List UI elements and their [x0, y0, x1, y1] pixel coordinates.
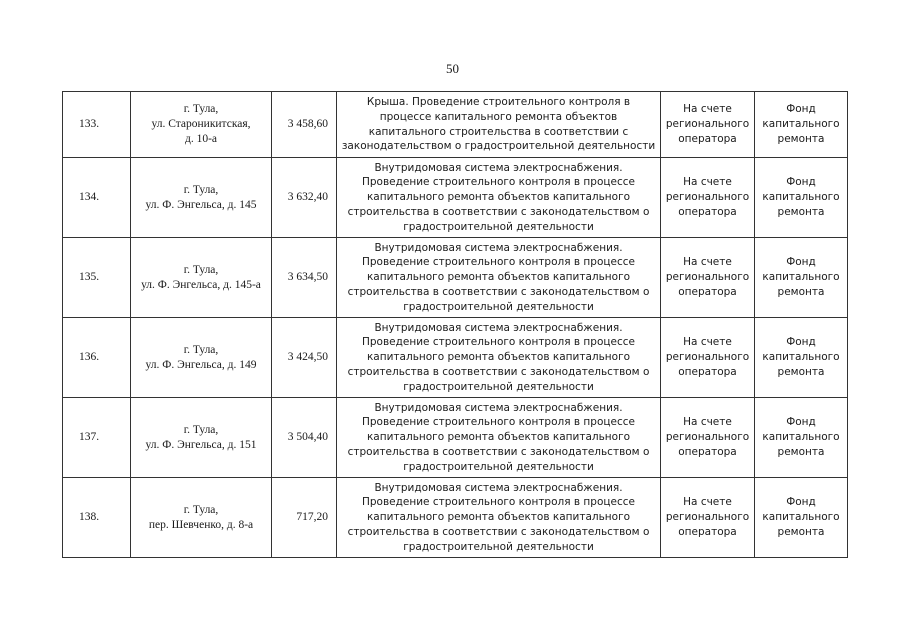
- account-cell: На счете регионального оператора: [661, 318, 755, 398]
- row-number: 136.: [63, 318, 131, 398]
- address-cell: г. Тула, ул. Ф. Энгельса, д. 145-а: [131, 238, 272, 318]
- funding-source-cell: Фонд капитального ремонта: [755, 158, 848, 238]
- row-number: 137.: [63, 398, 131, 478]
- cost-cell: 3 634,50: [272, 238, 337, 318]
- table-row: [63, 398, 848, 478]
- page-number: 50: [446, 61, 459, 76]
- cost-cell: 3 458,60: [272, 92, 337, 158]
- cost-cell: 3 424,50: [272, 318, 337, 398]
- funding-source-cell: Фонд капитального ремонта: [755, 478, 848, 558]
- address-cell: г. Тула, ул. Ф. Энгельса, д. 149: [131, 318, 272, 398]
- address-cell: г. Тула, ул. Ф. Энгельса, д. 145: [131, 158, 272, 238]
- work-description-cell: Внутридомовая система электроснабжения. Проведение строительного контроля в процессе капитального ремонта объектов капитального строительства в соответствии с законодательством о градостроительной деятельности: [337, 238, 661, 318]
- table-row: [63, 318, 848, 398]
- row-number: 133.: [63, 92, 131, 158]
- cost-cell: 3 504,40: [272, 398, 337, 478]
- table-row: [63, 478, 848, 558]
- funding-source-cell: Фонд капитального ремонта: [755, 318, 848, 398]
- work-description-cell: Внутридомовая система электроснабжения. Проведение строительного контроля в процессе капитального ремонта объектов капитального строительства в соответствии с законодательством о градостроительной деятельности: [337, 398, 661, 478]
- account-cell: На счете регионального оператора: [661, 238, 755, 318]
- address-cell: г. Тула, ул. Староникитская, д. 10-а: [131, 92, 272, 158]
- address-cell: г. Тула, ул. Ф. Энгельса, д. 151: [131, 398, 272, 478]
- table-row: [63, 92, 848, 158]
- row-number: 134.: [63, 158, 131, 238]
- table-row: [63, 158, 848, 238]
- cost-cell: 3 632,40: [272, 158, 337, 238]
- cost-cell: 717,20: [272, 478, 337, 558]
- work-description-cell: Внутридомовая система электроснабжения. Проведение строительного контроля в процессе капитального ремонта объектов капитального строительства в соответствии с законодательством о градостроительной деятельности: [337, 478, 661, 558]
- funding-source-cell: Фонд капитального ремонта: [755, 238, 848, 318]
- work-description-cell: Внутридомовая система электроснабжения. Проведение строительного контроля в процессе капитального ремонта объектов капитального строительства в соответствии с законодательством о градостроительной деятельности: [337, 158, 661, 238]
- address-cell: г. Тула, пер. Шевченко, д. 8-а: [131, 478, 272, 558]
- account-cell: На счете регионального оператора: [661, 478, 755, 558]
- table-row: [63, 238, 848, 318]
- funding-source-cell: Фонд капитального ремонта: [755, 92, 848, 158]
- work-description-cell: Крыша. Проведение строительного контроля в процессе капитального ремонта объектов капитального строительства в соответствии с законодательством о градостроительной деятельности: [337, 92, 661, 158]
- work-description-cell: Внутридомовая система электроснабжения. Проведение строительного контроля в процессе капитального ремонта объектов капитального строительства в соответствии с законодательством о градостроительной деятельности: [337, 318, 661, 398]
- row-number: 138.: [63, 478, 131, 558]
- account-cell: На счете регионального оператора: [661, 158, 755, 238]
- account-cell: На счете регионального оператора: [661, 92, 755, 158]
- account-cell: На счете регионального оператора: [661, 398, 755, 478]
- works-table: [62, 91, 848, 558]
- funding-source-cell: Фонд капитального ремонта: [755, 398, 848, 478]
- row-number: 135.: [63, 238, 131, 318]
